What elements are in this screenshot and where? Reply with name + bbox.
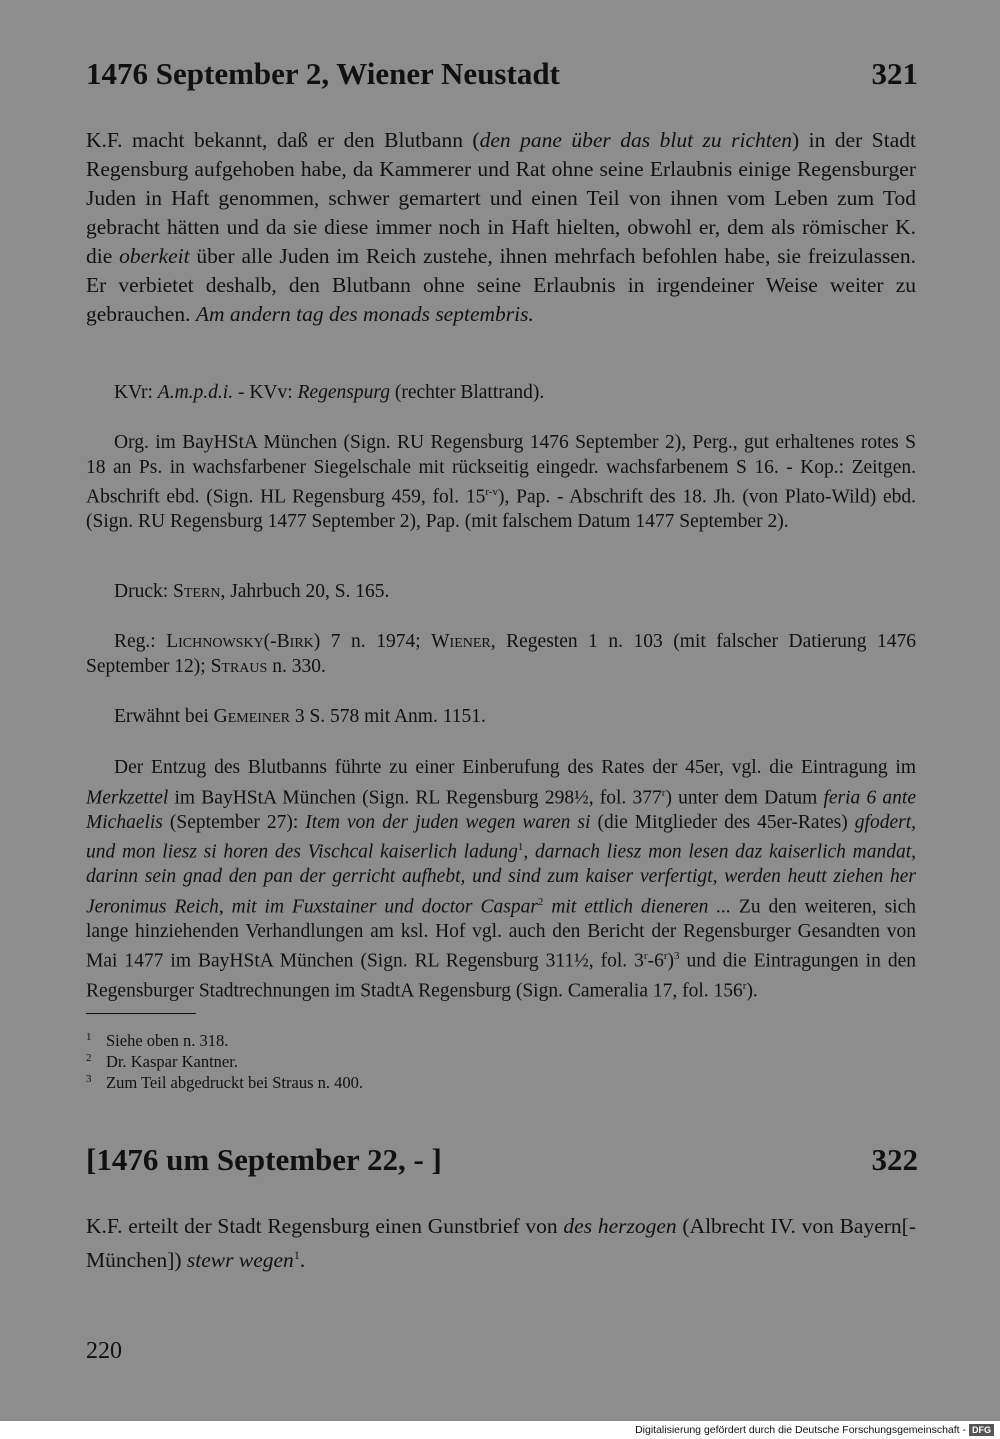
footnote-ref: 1 bbox=[517, 841, 524, 853]
credit-text: Digitalisierung gefördert durch die Deutsche Forschungsgemeinschaft - bbox=[635, 1424, 966, 1436]
entry-number: 321 bbox=[871, 56, 918, 91]
footnote: 2 Dr. Kaspar Kantner. bbox=[86, 1052, 238, 1071]
dfg-logo: DFG bbox=[969, 1424, 994, 1436]
page-number: 220 bbox=[86, 1338, 122, 1364]
footnote-divider bbox=[86, 1013, 196, 1014]
footnotes bbox=[86, 1030, 363, 1093]
entry-header-321 bbox=[86, 56, 918, 92]
footnote: 1 Siehe oben n. 318. bbox=[86, 1031, 229, 1050]
entry-header-322 bbox=[86, 1142, 918, 1178]
footnote-ref: 2 bbox=[537, 895, 544, 908]
entry-summary: K.F. macht bekannt, daß er den Blutbann (den pane über das blut zu richten) in der Stadt Regensburg aufgehoben habe, da Kammerer und Rat ohne seine Erlaubnis einige Regensburger Juden in Haft genommen, schwer gemartert und einen Teil von ihnen vom Leben zum Tod gebracht hätten und da sie diese immer noch in Haft hielten, obwohl er, dem als römischer K. die oberkeit über alle Juden im Reich zustehe, ihnen mehrfach befohlen habe, sie freizulassen. Er verbietet deshalb, den Blutbann ohne seine Erlaubnis in irgendeiner Weise weiter zu gebrauchen. Am andern tag des monads septembris. bbox=[86, 128, 916, 326]
chancery-note: KVr: A.m.p.d.i. - KVv: Regenspurg (rechter Blattrand). bbox=[114, 382, 545, 403]
footnote-ref: 3 bbox=[674, 950, 680, 962]
entry-summary: K.F. erteilt der Stadt Regensburg einen Gunstbrief von des herzogen (Albrecht IV. von Bayern[-München]) stewr wegen$^1$. bbox=[86, 1214, 916, 1273]
print-note: Druck: Stern, Jahrbuch 20, S. 165. bbox=[114, 581, 390, 602]
tradition-note: Org. im BayHStA München (Sign. RU Regensburg 1476 September 2), Perg., gut erhaltenes rotes S 18 an Ps. in wachsfarbener Siegelschale mit rückseitig eingedr. wachsfarbenem S 16. - Kop.: Zeitgen. Abschrift ebd. (Sign. HL Regensburg 459, fol. 15$^{r-v}$), Pap. - Abschrift des 18. Jh. (von Plato-Wild) ebd. (Sign. RU Regensburg 1477 September 2), Pap. (mit falschem Datum 1477 September 2). bbox=[86, 432, 916, 532]
commentary: Der Entzug des Blutbanns führte zu einer Einberufung des Rates der 45er, vgl. die Eintragung im Merkzettel im BayHStA München (Sign. RL Regensburg 298½, fol. 377$^r$) unter dem Datum feria 6 ante Michaelis (September 27): Item von der juden wegen waren si (die Mitglieder des 45er-Rates) gfodert, und mon liesz si horen des Vischcal kaiserlich ladung$^1$, darnach liesz mon lesen daz kaiserlich mandat, darinn sein gnad den pan der gerricht aufhebt, und sind zum kaiser verfertigt, werden heutt ziehen her Jeronimus Reich, mit im Fuxstainer und doctor Caspar$^2$ mit ettlich dieneren ... Zu den weiteren, sich lange hinziehenden Verhandlungen am ksl. Hof vgl. auch den Bericht der Regensburger Gesandten von Mai 1477 im BayHStA München (Sign. RL Regensburg 311½, fol. 3$^r$-6$^r$)$^3$ und die Eintragungen in den Regensburger Stadtrechnungen im StadtA Regensburg (Sign. Cameralia 17, fol. 156$^r$). bbox=[86, 757, 917, 1002]
footnote: 3 Zum Teil abgedruckt bei Straus n. 400. bbox=[86, 1073, 363, 1092]
entry-heading: 1476 September 2, Wiener Neustadt bbox=[86, 56, 560, 91]
entry-heading: [1476 um September 22, - ] bbox=[86, 1142, 442, 1177]
regest-note: Reg.: Lichnowsky(-Birk) 7 n. 1974; Wiener, Regesten 1 n. 103 (mit falscher Datierung 1476 September 12); Straus n. 330. bbox=[86, 631, 916, 677]
mention-note: Erwähnt bei Gemeiner 3 S. 578 mit Anm. 1151. bbox=[114, 706, 486, 727]
digitization-credit bbox=[635, 1424, 994, 1436]
entry-number: 322 bbox=[871, 1142, 918, 1177]
footnote-ref: 1 bbox=[293, 1248, 300, 1262]
